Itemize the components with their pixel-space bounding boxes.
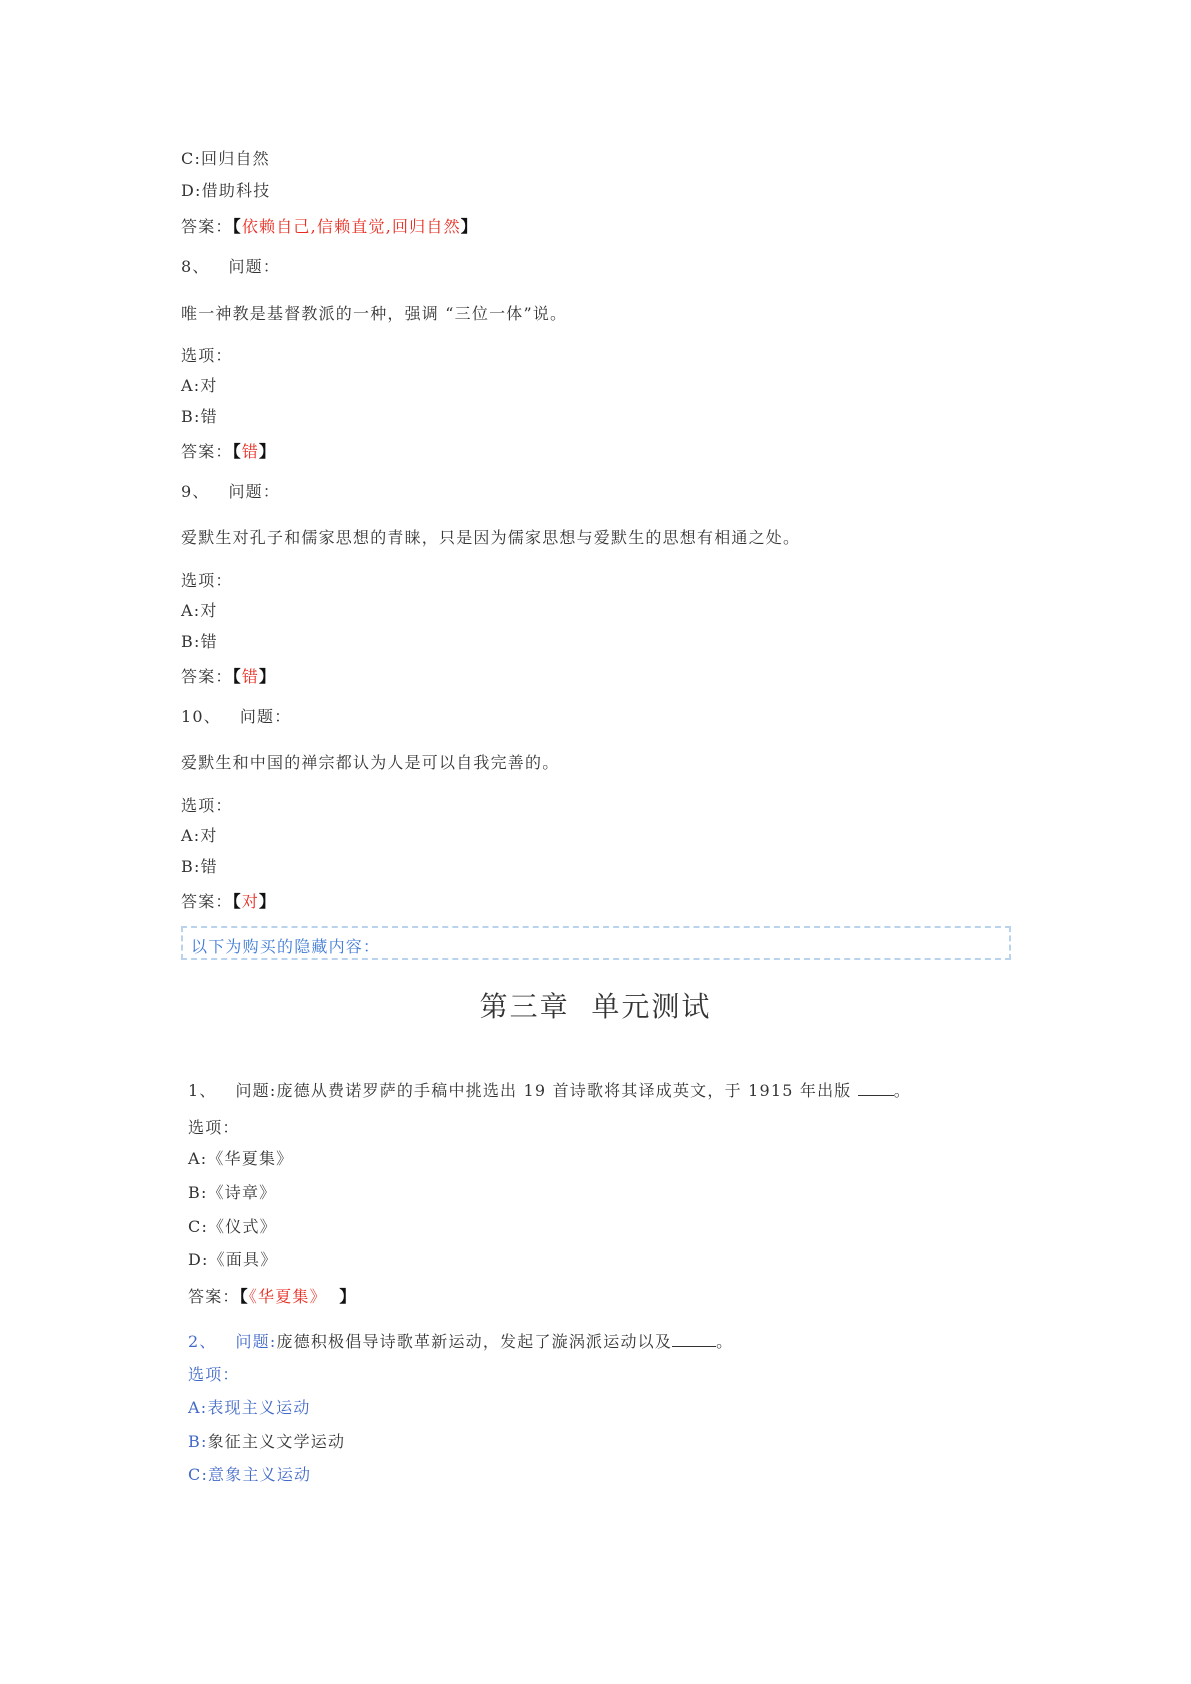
answer-blank (858, 1083, 894, 1096)
ch3-q2-option-b (188, 1431, 345, 1453)
option-text: 《华夏集》 (207, 1149, 294, 1168)
question-end: 。 (716, 1332, 734, 1351)
option-text: 错 (200, 407, 218, 426)
option-letter: B: (181, 407, 201, 426)
ch3-q1-option-b (188, 1182, 276, 1204)
answer-text: 依赖自己,信赖直觉,回归自然 (241, 217, 461, 236)
option-letter: A: (181, 826, 201, 845)
answer-text: 对 (241, 892, 260, 911)
answer-close-bracket: 】 (460, 217, 478, 236)
answer-label: 答案： (181, 442, 233, 461)
option-letter: B: (181, 857, 201, 876)
answer-close-bracket: 】 (259, 442, 277, 461)
q8-header (181, 256, 280, 278)
question-text: 庞德积极倡导诗歌革新运动，发起了漩涡派运动以及 (276, 1332, 673, 1351)
q8-answer (181, 441, 276, 463)
ch3-q2-option-c (188, 1464, 311, 1486)
answer-text: 错 (241, 667, 260, 686)
q10-text: 爱默生和中国的禅宗都认为人是可以自我完善的。 (181, 753, 560, 772)
option-text: 对 (200, 826, 218, 845)
option-letter: D: (181, 181, 202, 200)
question-label: 问题: (235, 1332, 277, 1351)
option-text: 表现主义运动 (207, 1398, 311, 1417)
question-label: 问题： (228, 482, 281, 501)
question-number: 10、 (181, 707, 221, 726)
option-letter: B: (188, 1432, 208, 1451)
question-text: 庞德从费诺罗萨的手稿中挑选出 19 首诗歌将其译成英文，于 1915 年出版 (276, 1081, 852, 1100)
answer-text: 错 (241, 442, 260, 461)
q8-option-a (181, 375, 218, 397)
q9-options-label: 选项： (181, 571, 233, 590)
ch3-q2-option-a (188, 1397, 311, 1419)
q9-answer (181, 666, 276, 688)
option-text: 《诗章》 (207, 1183, 277, 1202)
answer-close-bracket: 】 (259, 892, 277, 911)
option-text: 象征主义文学运动 (207, 1432, 346, 1451)
answer-blank (672, 1334, 716, 1347)
option-letter: C: (188, 1465, 209, 1484)
ch3-q2-options-label: 选项： (188, 1365, 240, 1384)
option-text: 错 (200, 857, 218, 876)
hidden-content-notice-text: 以下为购买的隐藏内容： (191, 937, 381, 956)
option-letter: A: (188, 1149, 208, 1168)
ch3-q1-option-d (188, 1249, 277, 1271)
option-letter: A: (188, 1398, 208, 1417)
q9-option-a (181, 600, 218, 622)
option-text: 意象主义运动 (208, 1465, 312, 1484)
option-text: 《面具》 (208, 1250, 278, 1269)
question-number: 9、 (181, 482, 210, 501)
option-letter: A: (181, 376, 201, 395)
q7-option-c (181, 148, 270, 170)
answer-open-bracket: 【 (232, 892, 242, 911)
option-text: 对 (200, 376, 218, 395)
option-letter: D: (188, 1250, 209, 1269)
option-text: 错 (200, 632, 218, 651)
answer-close-bracket: 】 (259, 667, 277, 686)
q7-answer (181, 216, 478, 238)
answer-label: 答案： (181, 217, 233, 236)
question-label: 问题： (239, 707, 292, 726)
answer-label: 答案： (181, 892, 233, 911)
option-letter: A: (181, 601, 201, 620)
option-letter: C: (181, 149, 202, 168)
q10-option-b (181, 856, 218, 878)
question-label: 问题： (228, 257, 281, 276)
ch3-q1-header (188, 1080, 911, 1102)
q10-header (181, 706, 291, 728)
answer-open-bracket: 【 (232, 217, 242, 236)
ch3-q1-option-c (188, 1216, 277, 1238)
answer-label: 答案： (188, 1287, 240, 1306)
option-letter: C: (188, 1217, 209, 1236)
q8-option-b (181, 406, 218, 428)
option-text: 回归自然 (201, 149, 270, 168)
q8-text: 唯一神教是基督教派的一种，强调 “三位一体”说。 (181, 304, 568, 323)
hidden-content-notice (181, 926, 1011, 960)
option-letter: B: (181, 632, 201, 651)
answer-open-bracket: 【 (232, 442, 242, 461)
q10-option-a (181, 825, 218, 847)
ch3-q1-options-label: 选项： (188, 1118, 240, 1137)
answer-open-bracket: 【 (232, 667, 242, 686)
ch3-q2-header (188, 1331, 733, 1353)
question-number: 8、 (181, 257, 210, 276)
question-number: 2、 (188, 1332, 217, 1351)
q10-options-label: 选项： (181, 796, 233, 815)
question-number: 1、 (188, 1081, 217, 1100)
option-text: 借助科技 (201, 181, 271, 200)
answer-label: 答案： (181, 667, 233, 686)
q10-answer (181, 891, 276, 913)
q8-options-label: 选项： (181, 346, 233, 365)
option-text: 对 (200, 601, 218, 620)
chapter-title: 第三章 单元测试 (479, 990, 712, 1023)
ch3-q1-option-a (188, 1148, 293, 1170)
option-text: 《仪式》 (208, 1217, 277, 1236)
q9-text: 爱默生对孔子和儒家思想的青睐，只是因为儒家思想与爱默生的思想有相通之处。 (181, 528, 801, 547)
answer-open-bracket: 【 (239, 1287, 249, 1306)
question-label: 问题: (235, 1081, 277, 1100)
question-end: 。 (893, 1081, 911, 1100)
q9-header (181, 481, 280, 503)
q7-option-d (181, 180, 270, 202)
ch3-q1-answer (188, 1286, 357, 1308)
answer-text: 《华夏集》 (248, 1287, 327, 1306)
answer-close-bracket: 】 (339, 1287, 357, 1306)
q9-option-b (181, 631, 218, 653)
option-letter: B: (188, 1183, 208, 1202)
